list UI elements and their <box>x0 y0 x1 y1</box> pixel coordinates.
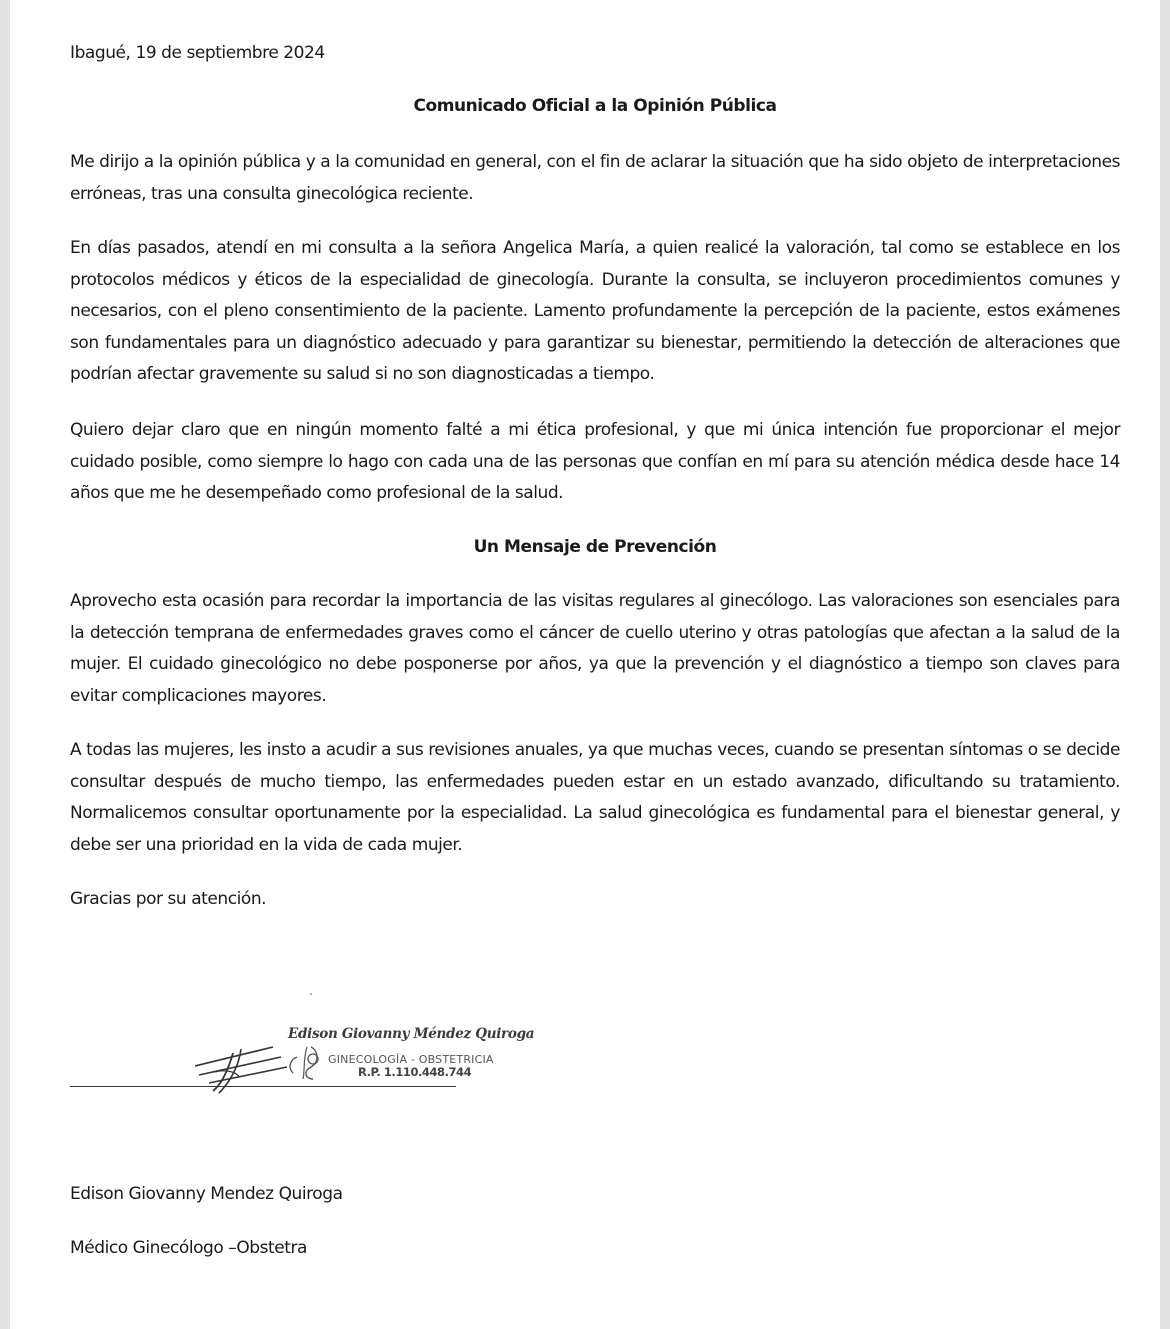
stamp-name: Edison Giovanny Méndez Quiroga <box>288 1026 535 1042</box>
paragraph-intro: Me dirijo a la opinión pública y a la comunidad en general, con el fin de aclarar la situación que ha sido objeto de interpretaciones erróneas, tras una consulta ginecológica reciente. <box>70 152 1120 204</box>
signer-role: Médico Ginecólogo –Obstetra <box>70 1238 307 1258</box>
scan-speck <box>310 993 312 995</box>
paragraph-annual-checkups: A todas las mujeres, les insto a acudir a sus revisiones anuales, ya que muchas veces, cuando se presentan síntomas o se decide consultar después de mucho tiempo, las enfermedades pueden estar en un estado avanzado, dificultando su tratamiento. Normalicemos consultar oportunamente por la especialidad. La salud ginecológica es fundamental para el bienestar general, y debe ser una prioridad en la vida de cada mujer. <box>70 740 1120 855</box>
prevention-subtitle: Un Mensaje de Prevención <box>473 537 717 557</box>
paragraph-prevention: Aprovecho esta ocasión para recordar la importancia de las visitas regulares al ginecólogo. Las valoraciones son esenciales para la detección temprana de enfermedades graves como el cáncer de cuello uterino y otras patologías que afectan a la salud de la mujer. El cuidado ginecológico no debe posponerse por años, ya que la prevención y el diagnóstico a tiempo son claves para evitar complicaciones mayores. <box>70 591 1120 706</box>
handwritten-signature <box>195 1025 295 1095</box>
signature-stamp <box>160 1015 570 1105</box>
stamp-registration: R.P. 1.110.448.744 <box>358 1065 472 1079</box>
stamp-specialty: GINECOLOGÍA - OBSTETRICIA <box>328 1053 494 1066</box>
letter-date: Ibagué, 19 de septiembre 2024 <box>70 43 325 63</box>
signature-line <box>70 1086 456 1087</box>
closing-line: Gracias por su atención. <box>70 889 267 909</box>
signer-name: Edison Giovanny Mendez Quiroga <box>70 1184 343 1204</box>
paragraph-consultation: En días pasados, atendí en mi consulta a la señora Angelica María, a quien realicé la valoración, tal como se establece en los protocolos médicos y éticos de la especialidad de ginecología. Durante la consulta, se incluyeron procedimientos comunes y necesarios, con el pleno consentimiento de la paciente. Lamento profundamente la percepción de la paciente, estos exámenes son fundamentales para un diagnóstico adecuado y para garantizar su bienestar, permitiendo la detección de alteraciones que podrían afectar gravemente su salud si no son diagnosticadas a tiempo. <box>70 238 1120 384</box>
paragraph-ethics: Quiero dejar claro que en ningún momento falté a mi ética profesional, y que mi única intención fue proporcionar el mejor cuidado posible, como siempre lo hago con cada una de las personas que confían en mí para su atención médica desde hace 14 años que me he desempeñado como profesional de la salud. <box>70 420 1120 503</box>
letter-title: Comunicado Oficial a la Opinión Pública <box>413 96 777 116</box>
